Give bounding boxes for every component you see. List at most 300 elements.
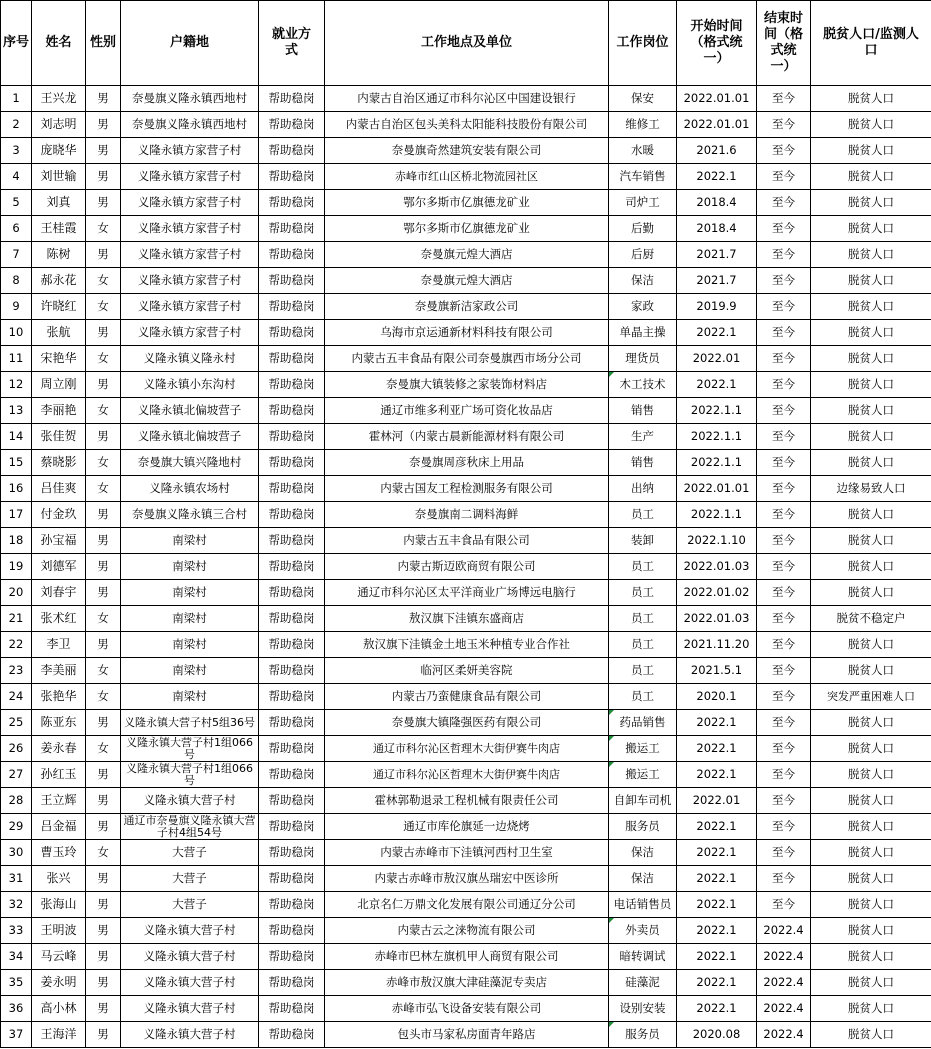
cell-name: 张艳华 [32, 684, 86, 710]
cell-type: 脱贫人口 [811, 840, 931, 866]
cell-method: 帮助稳岗 [259, 190, 325, 216]
cell-place: 通辽市科尔沁区太平洋商业广场博远电脑行 [325, 580, 609, 606]
cell-hukou: 义隆永镇方家营子村 [121, 268, 259, 294]
cell-seq: 21 [1, 606, 32, 632]
cell-seq: 35 [1, 970, 32, 996]
cell-method: 帮助稳岗 [259, 450, 325, 476]
cell-gender: 男 [86, 320, 121, 346]
cell-end: 至今 [757, 632, 811, 658]
table-row [1, 1022, 931, 1048]
cell-gender: 男 [86, 996, 121, 1022]
cell-end: 至今 [757, 216, 811, 242]
cell-end: 至今 [757, 450, 811, 476]
cell-place: 奈曼旗大镇装修之家装饰材料店 [325, 372, 609, 398]
cell-seq: 13 [1, 398, 32, 424]
cell-gender: 男 [86, 190, 121, 216]
cell-hukou: 义隆永镇北偏坡营子 [121, 424, 259, 450]
cell-start: 2022.1.1 [677, 450, 757, 476]
cell-post: 员工 [609, 606, 677, 632]
cell-post: 销售 [609, 398, 677, 424]
cell-method: 帮助稳岗 [259, 632, 325, 658]
cell-name: 张兴 [32, 866, 86, 892]
cell-seq: 20 [1, 580, 32, 606]
table-row [1, 944, 931, 970]
cell-seq: 14 [1, 424, 32, 450]
cell-end: 至今 [757, 372, 811, 398]
cell-type: 边缘易致人口 [811, 476, 931, 502]
cell-hukou: 南梁村 [121, 554, 259, 580]
cell-method: 帮助稳岗 [259, 710, 325, 736]
cell-hukou: 通辽市奈曼旗义隆永镇大营子村4组54号 [121, 814, 259, 840]
cell-gender: 女 [86, 346, 121, 372]
cell-method: 帮助稳岗 [259, 840, 325, 866]
cell-start: 2022.1 [677, 736, 757, 762]
table-row [1, 242, 931, 268]
header-place: 工作地点及单位 [325, 1, 609, 86]
cell-place: 奈曼旗大镇隆强医药有限公司 [325, 710, 609, 736]
table-row [1, 216, 931, 242]
cell-seq: 27 [1, 762, 32, 788]
cell-start: 2018.4 [677, 190, 757, 216]
cell-name: 王兴龙 [32, 86, 86, 112]
cell-hukou: 奈曼旗大镇兴隆地村 [121, 450, 259, 476]
cell-seq: 10 [1, 320, 32, 346]
table-row [1, 762, 931, 788]
cell-start: 2022.1 [677, 814, 757, 840]
cell-hukou: 义隆永镇大营子村 [121, 1022, 259, 1048]
cell-end: 至今 [757, 762, 811, 788]
cell-gender: 男 [86, 892, 121, 918]
cell-start: 2022.1 [677, 710, 757, 736]
cell-post: 外卖员 [609, 918, 677, 944]
cell-hukou: 义隆永镇大营子村5组36号 [121, 710, 259, 736]
cell-type: 脱贫人口 [811, 996, 931, 1022]
cell-type: 脱贫人口 [811, 580, 931, 606]
cell-start: 2022.01.02 [677, 580, 757, 606]
cell-hukou: 奈曼旗义隆永镇三合村 [121, 502, 259, 528]
cell-name: 王桂霞 [32, 216, 86, 242]
cell-post: 员工 [609, 632, 677, 658]
cell-post: 员工 [609, 502, 677, 528]
cell-place: 通辽市科尔沁区哲理木大街伊赛牛肉店 [325, 762, 609, 788]
cell-post: 暗转调试 [609, 944, 677, 970]
cell-seq: 33 [1, 918, 32, 944]
cell-name: 孙宝福 [32, 528, 86, 554]
cell-type: 脱贫人口 [811, 632, 931, 658]
cell-gender: 男 [86, 1022, 121, 1048]
cell-start: 2022.1.1 [677, 502, 757, 528]
cell-start: 2022.1.1 [677, 424, 757, 450]
cell-place: 内蒙古云之涞物流有限公司 [325, 918, 609, 944]
cell-seq: 25 [1, 710, 32, 736]
cell-place: 奈曼旗新洁家政公司 [325, 294, 609, 320]
cell-start: 2021.7 [677, 242, 757, 268]
cell-hukou: 义隆永镇大营子村 [121, 918, 259, 944]
cell-name: 李丽艳 [32, 398, 86, 424]
cell-name: 刘春宇 [32, 580, 86, 606]
cell-post: 司炉工 [609, 190, 677, 216]
cell-name: 王立辉 [32, 788, 86, 814]
cell-post: 保安 [609, 86, 677, 112]
cell-name: 张佳贺 [32, 424, 86, 450]
cell-name: 马云峰 [32, 944, 86, 970]
cell-post: 员工 [609, 684, 677, 710]
cell-start: 2022.1.1 [677, 398, 757, 424]
header-end: 结束时间（格式统一） [757, 1, 811, 86]
cell-end: 至今 [757, 424, 811, 450]
cell-method: 帮助稳岗 [259, 294, 325, 320]
cell-hukou: 义隆永镇义隆永村 [121, 346, 259, 372]
cell-name: 李卫 [32, 632, 86, 658]
table-row [1, 580, 931, 606]
table-row [1, 736, 931, 762]
cell-name: 王明波 [32, 918, 86, 944]
cell-end: 至今 [757, 164, 811, 190]
cell-place: 霍林郭勒退录工程机械有限责任公司 [325, 788, 609, 814]
cell-hukou: 义隆永镇农场村 [121, 476, 259, 502]
cell-type: 突发严重困难人口 [811, 684, 931, 710]
table-row [1, 658, 931, 684]
cell-hukou: 南梁村 [121, 580, 259, 606]
cell-start: 2022.01.03 [677, 554, 757, 580]
table-row [1, 866, 931, 892]
table-row [1, 372, 931, 398]
cell-hukou: 南梁村 [121, 632, 259, 658]
cell-end: 至今 [757, 138, 811, 164]
cell-seq: 16 [1, 476, 32, 502]
table-row [1, 528, 931, 554]
cell-post: 后勤 [609, 216, 677, 242]
cell-gender: 男 [86, 580, 121, 606]
cell-hukou: 义隆永镇大营子村1组066号 [121, 736, 259, 762]
cell-end: 2022.4 [757, 996, 811, 1022]
cell-seq: 36 [1, 996, 32, 1022]
cell-name: 孙红玉 [32, 762, 86, 788]
cell-gender: 男 [86, 918, 121, 944]
cell-seq: 7 [1, 242, 32, 268]
cell-post: 硅藻泥 [609, 970, 677, 996]
cell-name: 许晓红 [32, 294, 86, 320]
cell-method: 帮助稳岗 [259, 424, 325, 450]
cell-name: 陈树 [32, 242, 86, 268]
cell-place: 奈曼旗周彦秋床上用品 [325, 450, 609, 476]
cell-seq: 30 [1, 840, 32, 866]
cell-method: 帮助稳岗 [259, 788, 325, 814]
cell-name: 张海山 [32, 892, 86, 918]
cell-start: 2022.1 [677, 320, 757, 346]
table-row [1, 398, 931, 424]
cell-gender: 男 [86, 112, 121, 138]
table-row [1, 86, 931, 112]
cell-start: 2022.1 [677, 762, 757, 788]
cell-end: 至今 [757, 658, 811, 684]
cell-gender: 女 [86, 294, 121, 320]
cell-name: 蔡晓影 [32, 450, 86, 476]
cell-gender: 女 [86, 450, 121, 476]
table-row [1, 138, 931, 164]
cell-name: 刘世输 [32, 164, 86, 190]
cell-place: 乌海市京运通新材料科技有限公司 [325, 320, 609, 346]
cell-seq: 18 [1, 528, 32, 554]
cell-post: 服务员 [609, 814, 677, 840]
cell-method: 帮助稳岗 [259, 684, 325, 710]
cell-gender: 男 [86, 788, 121, 814]
cell-method: 帮助稳岗 [259, 658, 325, 684]
cell-place: 内蒙古赤峰市敖汉旗丛瑞宏中医诊所 [325, 866, 609, 892]
cell-name: 曹玉玲 [32, 840, 86, 866]
cell-method: 帮助稳岗 [259, 866, 325, 892]
cell-seq: 26 [1, 736, 32, 762]
cell-name: 郝永花 [32, 268, 86, 294]
header-start: 开始时间（格式统一） [677, 1, 757, 86]
cell-method: 帮助稳岗 [259, 918, 325, 944]
cell-type: 脱贫人口 [811, 112, 931, 138]
cell-type: 脱贫人口 [811, 970, 931, 996]
table-row [1, 294, 931, 320]
cell-seq: 31 [1, 866, 32, 892]
cell-start: 2022.1 [677, 372, 757, 398]
cell-type: 脱贫人口 [811, 216, 931, 242]
cell-post: 设别安装 [609, 996, 677, 1022]
cell-method: 帮助稳岗 [259, 762, 325, 788]
cell-end: 至今 [757, 710, 811, 736]
cell-type: 脱贫人口 [811, 398, 931, 424]
cell-gender: 男 [86, 242, 121, 268]
cell-end: 至今 [757, 840, 811, 866]
cell-seq: 34 [1, 944, 32, 970]
cell-type: 脱贫人口 [811, 268, 931, 294]
cell-seq: 15 [1, 450, 32, 476]
cell-type: 脱贫人口 [811, 320, 931, 346]
cell-seq: 1 [1, 86, 32, 112]
cell-start: 2022.1 [677, 164, 757, 190]
cell-end: 2022.4 [757, 944, 811, 970]
cell-gender: 女 [86, 684, 121, 710]
cell-post: 搬运工 [609, 762, 677, 788]
cell-method: 帮助稳岗 [259, 216, 325, 242]
table-row [1, 840, 931, 866]
cell-type: 脱贫人口 [811, 736, 931, 762]
cell-name: 刘真 [32, 190, 86, 216]
cell-post: 销售 [609, 450, 677, 476]
cell-end: 至今 [757, 580, 811, 606]
table-row [1, 164, 931, 190]
header-method: 就业方式 [259, 1, 325, 86]
cell-gender: 男 [86, 502, 121, 528]
cell-post: 单晶主操 [609, 320, 677, 346]
table-row [1, 112, 931, 138]
cell-method: 帮助稳岗 [259, 970, 325, 996]
cell-seq: 17 [1, 502, 32, 528]
cell-method: 帮助稳岗 [259, 372, 325, 398]
cell-place: 奈曼旗奇然建筑安装有限公司 [325, 138, 609, 164]
cell-start: 2021.6 [677, 138, 757, 164]
table-row [1, 190, 931, 216]
cell-start: 2020.1 [677, 684, 757, 710]
cell-place: 通辽市库伦旗延一边烧烤 [325, 814, 609, 840]
cell-post: 保洁 [609, 268, 677, 294]
cell-type: 脱贫人口 [811, 346, 931, 372]
cell-end: 2022.4 [757, 970, 811, 996]
cell-hukou: 大营子 [121, 840, 259, 866]
cell-start: 2022.01.01 [677, 476, 757, 502]
cell-gender: 女 [86, 398, 121, 424]
cell-gender: 男 [86, 710, 121, 736]
cell-place: 赤峰市红山区桥北物流园社区 [325, 164, 609, 190]
cell-method: 帮助稳岗 [259, 138, 325, 164]
cell-place: 内蒙古斯迈欧商贸有限公司 [325, 554, 609, 580]
cell-end: 至今 [757, 294, 811, 320]
cell-hukou: 义隆永镇大营子村 [121, 944, 259, 970]
cell-hukou: 义隆永镇方家营子村 [121, 164, 259, 190]
cell-place: 北京名仁万鼎文化发展有限公司通辽分公司 [325, 892, 609, 918]
cell-post: 保洁 [609, 866, 677, 892]
cell-post: 生产 [609, 424, 677, 450]
cell-gender: 男 [86, 970, 121, 996]
header-type: 脱贫人口/监测人口 [811, 1, 931, 86]
cell-start: 2022.01 [677, 788, 757, 814]
cell-type: 脱贫人口 [811, 528, 931, 554]
cell-name: 刘德军 [32, 554, 86, 580]
cell-gender: 男 [86, 866, 121, 892]
cell-place: 临河区柔妍美容院 [325, 658, 609, 684]
cell-hukou: 义隆永镇大营子村1组066号 [121, 762, 259, 788]
cell-gender: 男 [86, 554, 121, 580]
table-row [1, 632, 931, 658]
cell-place: 通辽市维多利亚广场可资化妆品店 [325, 398, 609, 424]
cell-end: 2022.4 [757, 1022, 811, 1048]
cell-end: 至今 [757, 684, 811, 710]
cell-end: 至今 [757, 268, 811, 294]
cell-post: 保洁 [609, 840, 677, 866]
cell-method: 帮助稳岗 [259, 606, 325, 632]
cell-name: 王海洋 [32, 1022, 86, 1048]
cell-seq: 3 [1, 138, 32, 164]
cell-hukou: 南梁村 [121, 606, 259, 632]
cell-end: 至今 [757, 86, 811, 112]
cell-place: 奈曼旗南二调料海鲜 [325, 502, 609, 528]
cell-seq: 5 [1, 190, 32, 216]
cell-hukou: 奈曼旗义隆永镇西地村 [121, 86, 259, 112]
cell-type: 脱贫人口 [811, 814, 931, 840]
cell-end: 至今 [757, 112, 811, 138]
cell-start: 2018.4 [677, 216, 757, 242]
cell-seq: 4 [1, 164, 32, 190]
cell-gender: 男 [86, 528, 121, 554]
cell-end: 至今 [757, 242, 811, 268]
table-row [1, 346, 931, 372]
cell-method: 帮助稳岗 [259, 892, 325, 918]
cell-type: 脱贫人口 [811, 86, 931, 112]
cell-name: 李美丽 [32, 658, 86, 684]
cell-place: 包头市马家私房面青年路店 [325, 1022, 609, 1048]
cell-end: 至今 [757, 866, 811, 892]
cell-post: 自卸车司机 [609, 788, 677, 814]
cell-seq: 2 [1, 112, 32, 138]
cell-start: 2022.1 [677, 970, 757, 996]
cell-type: 脱贫人口 [811, 502, 931, 528]
cell-post: 员工 [609, 658, 677, 684]
cell-post: 电话销售员 [609, 892, 677, 918]
cell-gender: 男 [86, 814, 121, 840]
cell-type: 脱贫不稳定户 [811, 606, 931, 632]
cell-gender: 男 [86, 424, 121, 450]
cell-post: 员工 [609, 554, 677, 580]
cell-end: 至今 [757, 788, 811, 814]
cell-post: 员工 [609, 580, 677, 606]
cell-end: 至今 [757, 814, 811, 840]
table-row [1, 268, 931, 294]
cell-method: 帮助稳岗 [259, 1022, 325, 1048]
cell-start: 2021.5.1 [677, 658, 757, 684]
cell-end: 至今 [757, 190, 811, 216]
cell-place: 内蒙古乃蛮健康食品有限公司 [325, 684, 609, 710]
cell-method: 帮助稳岗 [259, 528, 325, 554]
cell-type: 脱贫人口 [811, 866, 931, 892]
cell-start: 2022.01.03 [677, 606, 757, 632]
cell-post: 搬运工 [609, 736, 677, 762]
cell-method: 帮助稳岗 [259, 320, 325, 346]
cell-end: 2022.4 [757, 918, 811, 944]
cell-place: 敖汉旗下洼镇东盛商店 [325, 606, 609, 632]
cell-end: 至今 [757, 398, 811, 424]
cell-start: 2022.1 [677, 918, 757, 944]
cell-method: 帮助稳岗 [259, 476, 325, 502]
cell-place: 鄂尔多斯市亿旗德龙矿业 [325, 190, 609, 216]
cell-method: 帮助稳岗 [259, 164, 325, 190]
cell-gender: 男 [86, 138, 121, 164]
cell-gender: 男 [86, 164, 121, 190]
cell-gender: 男 [86, 372, 121, 398]
cell-method: 帮助稳岗 [259, 736, 325, 762]
cell-post: 理货员 [609, 346, 677, 372]
cell-hukou: 义隆永镇方家营子村 [121, 294, 259, 320]
table-row [1, 788, 931, 814]
cell-name: 刘志明 [32, 112, 86, 138]
cell-hukou: 南梁村 [121, 528, 259, 554]
cell-post: 汽车销售 [609, 164, 677, 190]
table-row [1, 918, 931, 944]
header-gender: 性别 [86, 1, 121, 86]
cell-end: 至今 [757, 320, 811, 346]
cell-type: 脱贫人口 [811, 944, 931, 970]
cell-type: 脱贫人口 [811, 450, 931, 476]
cell-method: 帮助稳岗 [259, 814, 325, 840]
header-post: 工作岗位 [609, 1, 677, 86]
cell-type: 脱贫人口 [811, 1022, 931, 1048]
cell-post: 木工技术 [609, 372, 677, 398]
cell-hukou: 义隆永镇方家营子村 [121, 320, 259, 346]
cell-end: 至今 [757, 736, 811, 762]
cell-seq: 29 [1, 814, 32, 840]
cell-end: 至今 [757, 892, 811, 918]
cell-name: 宋艳华 [32, 346, 86, 372]
cell-name: 吕佳爽 [32, 476, 86, 502]
cell-seq: 22 [1, 632, 32, 658]
cell-place: 内蒙古赤峰市下洼镇河西村卫生室 [325, 840, 609, 866]
cell-hukou: 义隆永镇大营子村 [121, 788, 259, 814]
table-row [1, 970, 931, 996]
cell-gender: 女 [86, 840, 121, 866]
cell-seq: 11 [1, 346, 32, 372]
cell-seq: 6 [1, 216, 32, 242]
cell-post: 维修工 [609, 112, 677, 138]
cell-method: 帮助稳岗 [259, 268, 325, 294]
cell-end: 至今 [757, 476, 811, 502]
cell-type: 脱贫人口 [811, 788, 931, 814]
cell-name: 庞晓华 [32, 138, 86, 164]
cell-start: 2021.7 [677, 268, 757, 294]
